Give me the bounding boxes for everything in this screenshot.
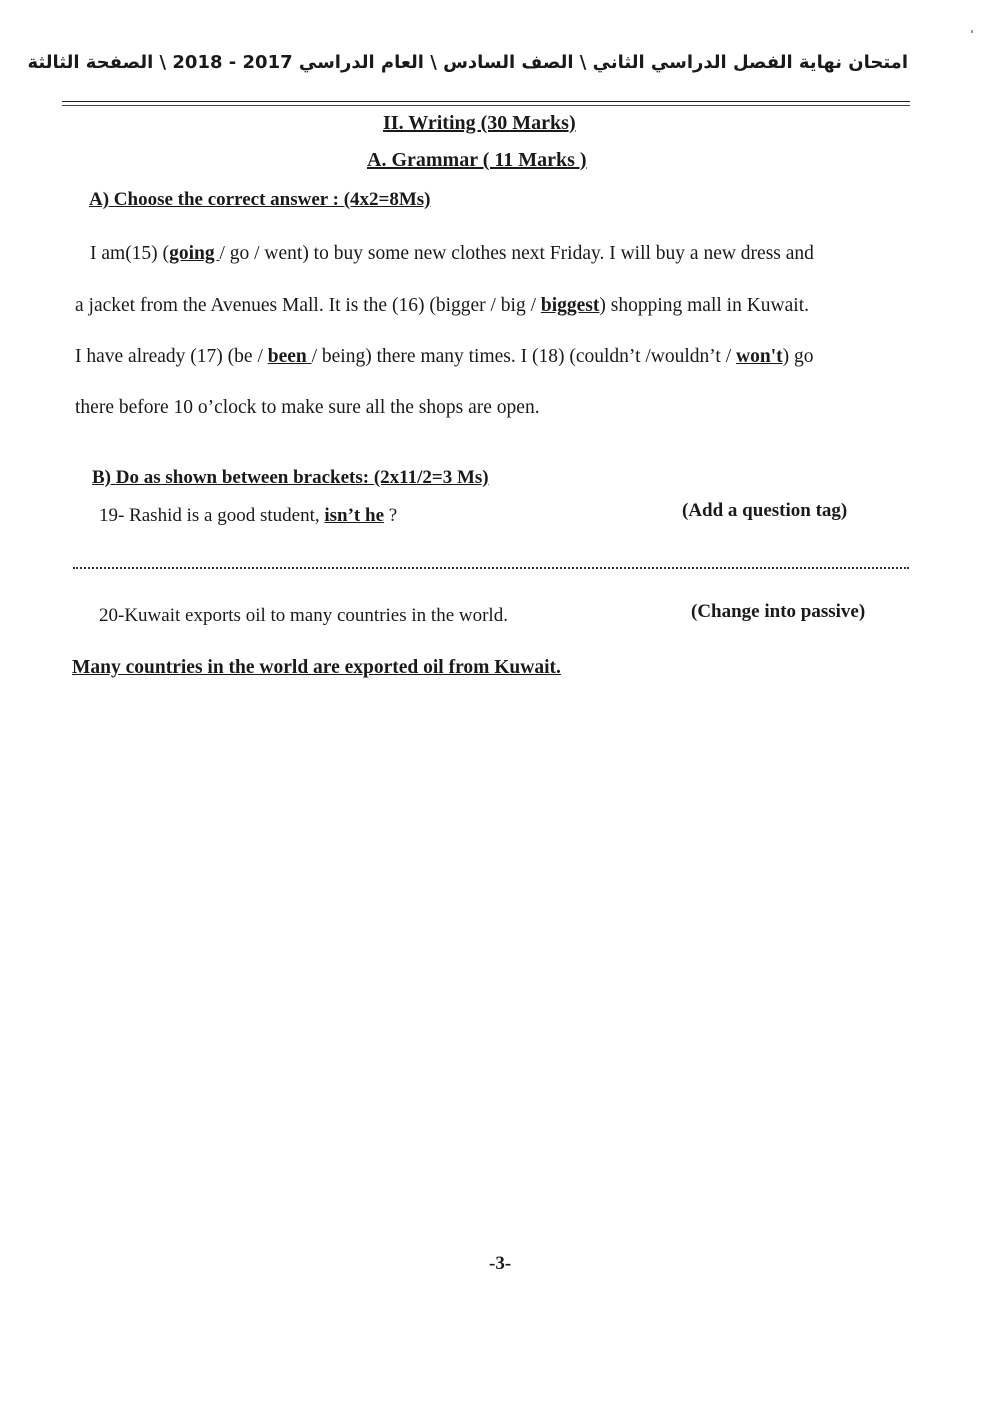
question-20: 20-Kuwait exports oil to many countries in the world. — [99, 605, 508, 626]
exam-header-arabic: امتحان نهاية الفصل الدراسي الثاني \ الصف السادس \ العام الدراسي 2017 - 2018 \ الصفحة الثالثة — [27, 52, 908, 73]
passage-line-3 — [75, 346, 915, 368]
section-b-label: B) Do as shown between brackets: — [92, 467, 370, 488]
header-rule-bottom — [62, 105, 910, 106]
line4-text-1: there before 10 o’clock to make sure all the shops are open. — [75, 397, 540, 418]
part-title: II. Writing (30 Marks) — [383, 112, 576, 134]
section-b-marks: (2x11/2=3 Ms) — [373, 467, 489, 488]
line1-text-2: / go / went) to buy some new clothes next Friday. I will buy a new dress and — [219, 243, 814, 264]
line3-text-1: I have already (17) (be / — [75, 346, 268, 367]
q19-text: 19- Rashid is a good student, — [99, 505, 325, 526]
header-rule-top — [62, 101, 910, 102]
page-number: -3- — [489, 1253, 512, 1274]
line3-text-2: / being) there many times. I (18) (couldn’t /wouldn’t / — [311, 346, 737, 367]
q19-answer: isn’t he — [324, 505, 385, 526]
answer-18: won't — [736, 346, 783, 367]
scan-speck — [971, 30, 973, 33]
passage-line-2 — [75, 295, 915, 317]
question-19 — [99, 505, 397, 527]
q20-answer: Many countries in the world are exported oil from Kuwait. — [72, 657, 561, 678]
answer-16: biggest — [540, 295, 600, 316]
q19-instruction: (Add a question tag) — [682, 500, 848, 521]
q19-end: ? — [384, 505, 398, 526]
answer-17: been — [267, 346, 312, 367]
section-a-label: A) Choose the correct answer : — [89, 189, 339, 210]
passage-line-4 — [75, 397, 915, 419]
line1-text-1: I am(15) ( — [90, 243, 170, 264]
passage-line-1 — [90, 243, 930, 265]
q20-instruction: (Change into passive) — [691, 601, 866, 622]
answer-dotted-line — [73, 567, 909, 569]
section-b-heading — [92, 467, 489, 489]
line3-text-3: ) go — [782, 346, 814, 367]
line2-text-1: a jacket from the Avenues Mall. It is the (16) (bigger / big / — [75, 295, 541, 316]
line2-text-2: ) shopping mall in Kuwait. — [599, 295, 809, 316]
grammar-subtitle: A. Grammar ( 11 Marks ) — [367, 149, 587, 171]
answer-15: going — [169, 243, 220, 264]
section-a-heading — [89, 189, 431, 211]
section-a-marks: (4x2=8Ms) — [343, 189, 431, 210]
